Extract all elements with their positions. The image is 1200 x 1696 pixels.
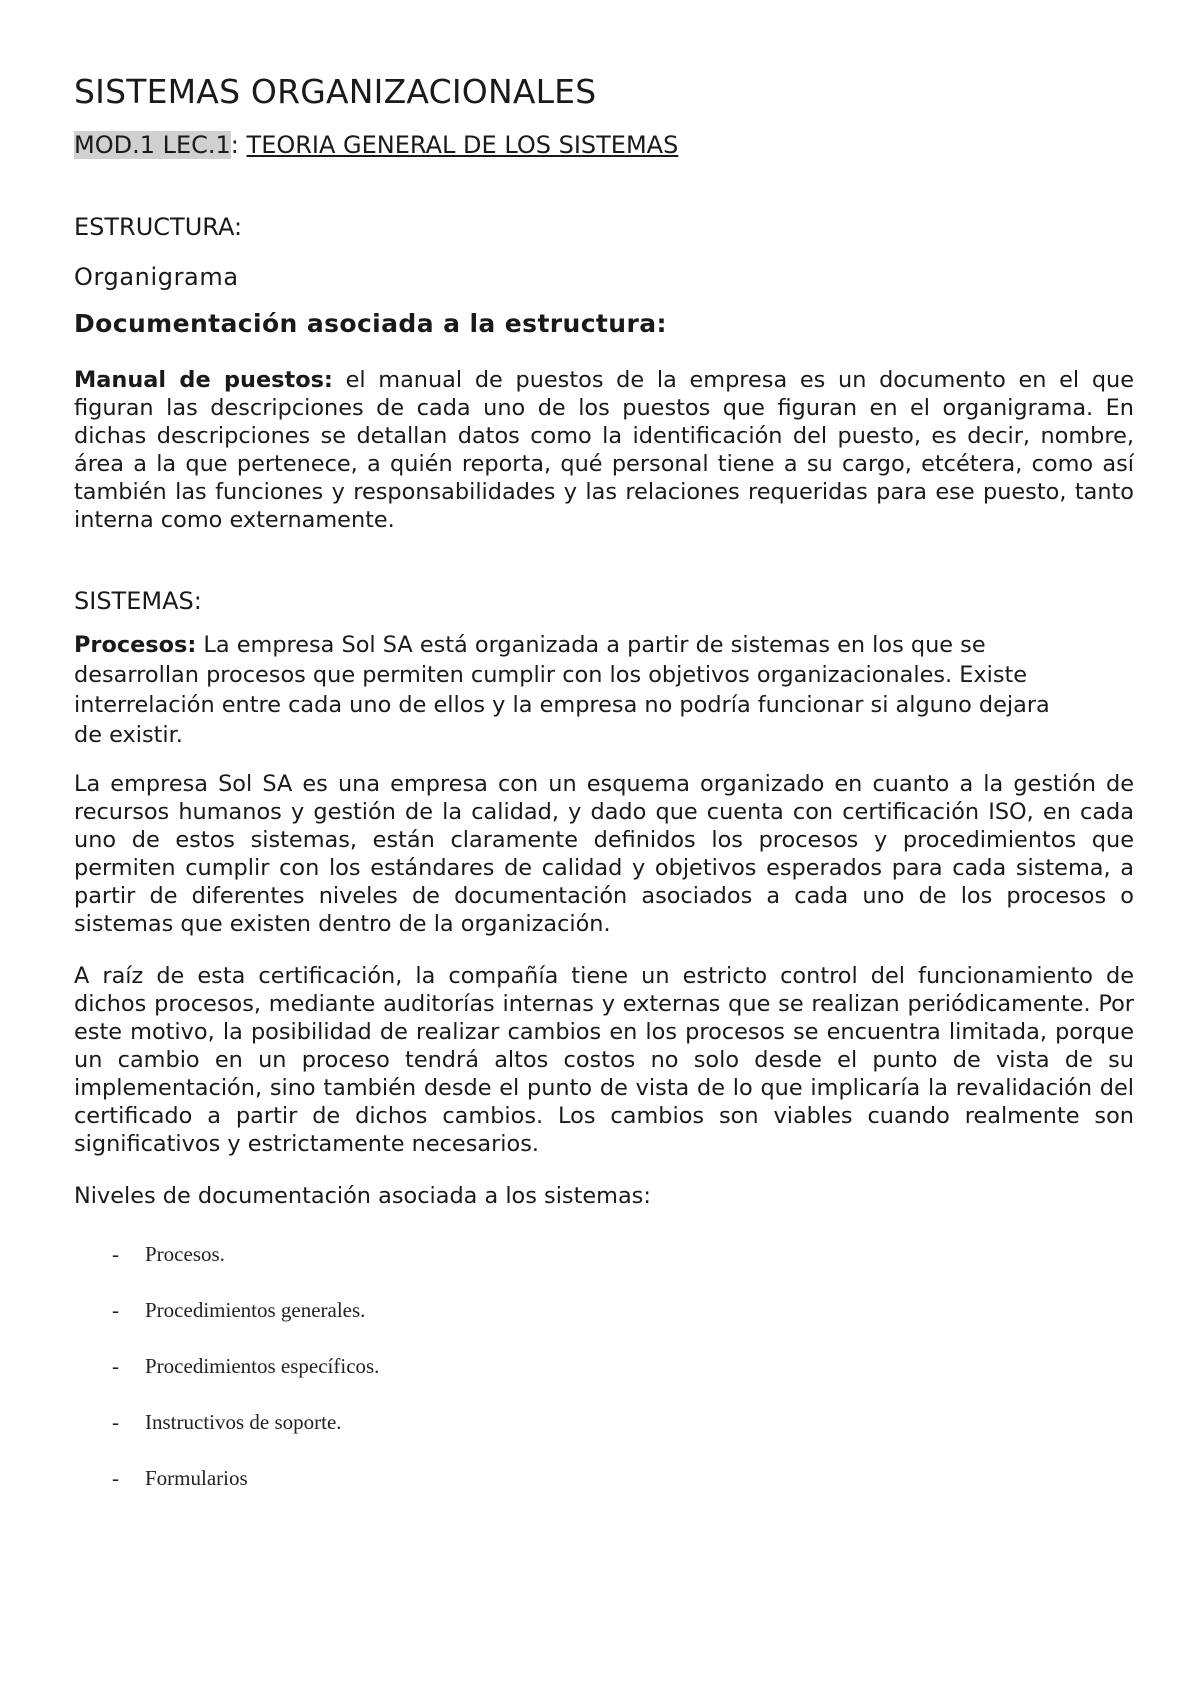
list-item — [112, 1352, 1134, 1380]
procesos-paragraph — [74, 630, 1074, 750]
bullet-dash: - — [112, 1242, 119, 1266]
list-item — [112, 1408, 1134, 1436]
subtitle-separator: : — [230, 131, 239, 159]
document-page — [74, 72, 1134, 1520]
estructura-heading: ESTRUCTURA: — [74, 213, 243, 241]
lesson-subtitle — [74, 130, 1134, 160]
manual-label: Manual de puestos: — [74, 367, 333, 393]
list-item — [112, 1240, 1134, 1268]
bullet-dash: - — [112, 1410, 119, 1434]
bullet-dash: - — [112, 1466, 119, 1490]
list-item — [112, 1464, 1134, 1492]
list-item-text: Formularios — [145, 1466, 248, 1490]
document-title: SISTEMAS ORGANIZACIONALES — [74, 72, 597, 111]
iso-paragraph: La empresa Sol SA es una empresa con un esquema organizado en cuanto a la gestión de recursos humanos y gestión de la calidad, y dado que cuenta con certificación ISO, en cada uno de estos sistemas, están claramente definidos los procesos y procedimientos que permiten cumplir con los estándares de calidad y objetivos esperados para cada sistema, a partir de diferentes niveles de documentación asociados a cada uno de los procesos o sistemas que existen dentro de la organización. — [74, 771, 1134, 937]
manual-de-puestos-paragraph — [74, 366, 1134, 534]
control-paragraph: A raíz de esta certificación, la compañía tiene un estricto control del funcionamiento de dichos procesos, mediante auditorías internas y externas que se realizan periódicamente. Por este motivo, la posibilidad de realizar cambios en los procesos se encuentra limitada, porque un cambio en un proceso tendrá altos costos no solo desde el punto de vista de su implementación, sino también desde el punto de vista de lo que implicaría la revalidación del certificado a partir de dichos cambios. Los cambios son viables cuando realmente son significativos y estrictamente necesarios. — [74, 963, 1134, 1157]
procesos-text: La empresa Sol SA está organizada a partir de sistemas en los que se desarrollan procesos que permiten cumplir con los objetivos organizacionales. Existe interrelación entre cada uno de ellos y la empresa no podría funcionar si alguno dejara de existir. — [74, 632, 1050, 748]
module-lesson-code: MOD.1 LEC.1 — [74, 131, 231, 159]
list-item-text: Procedimientos específicos. — [145, 1354, 380, 1378]
sistemas-heading: SISTEMAS: — [74, 587, 202, 615]
levels-list — [74, 1240, 1134, 1492]
organigrama-label: Organigrama — [74, 263, 239, 291]
list-item-text: Instructivos de soporte. — [145, 1410, 342, 1434]
manual-text: el manual de puestos de la empresa es un documento en el que figuran las descripciones de cada uno de los puestos que figuran en el organigrama. En dichas descripciones se detallan datos como la identificación del puesto, es decir, nombre, área a la que pertenece, a quién reporta, qué personal tiene a su cargo, etcétera, como así también las funciones y responsabilidades y las relaciones requeridas para ese puesto, tanto interna como externamente. — [74, 367, 1134, 533]
list-item — [112, 1296, 1134, 1324]
lesson-topic: TEORIA GENERAL DE LOS SISTEMAS — [246, 131, 679, 159]
documentation-heading: Documentación asociada a la estructura: — [74, 309, 667, 338]
bullet-dash: - — [112, 1354, 119, 1378]
list-item-text: Procesos. — [145, 1242, 225, 1266]
list-item-text: Procedimientos generales. — [145, 1298, 366, 1322]
procesos-label: Procesos: — [74, 632, 197, 658]
bullet-dash: - — [112, 1298, 119, 1322]
niveles-heading: Niveles de documentación asociada a los sistemas: — [74, 1183, 651, 1209]
